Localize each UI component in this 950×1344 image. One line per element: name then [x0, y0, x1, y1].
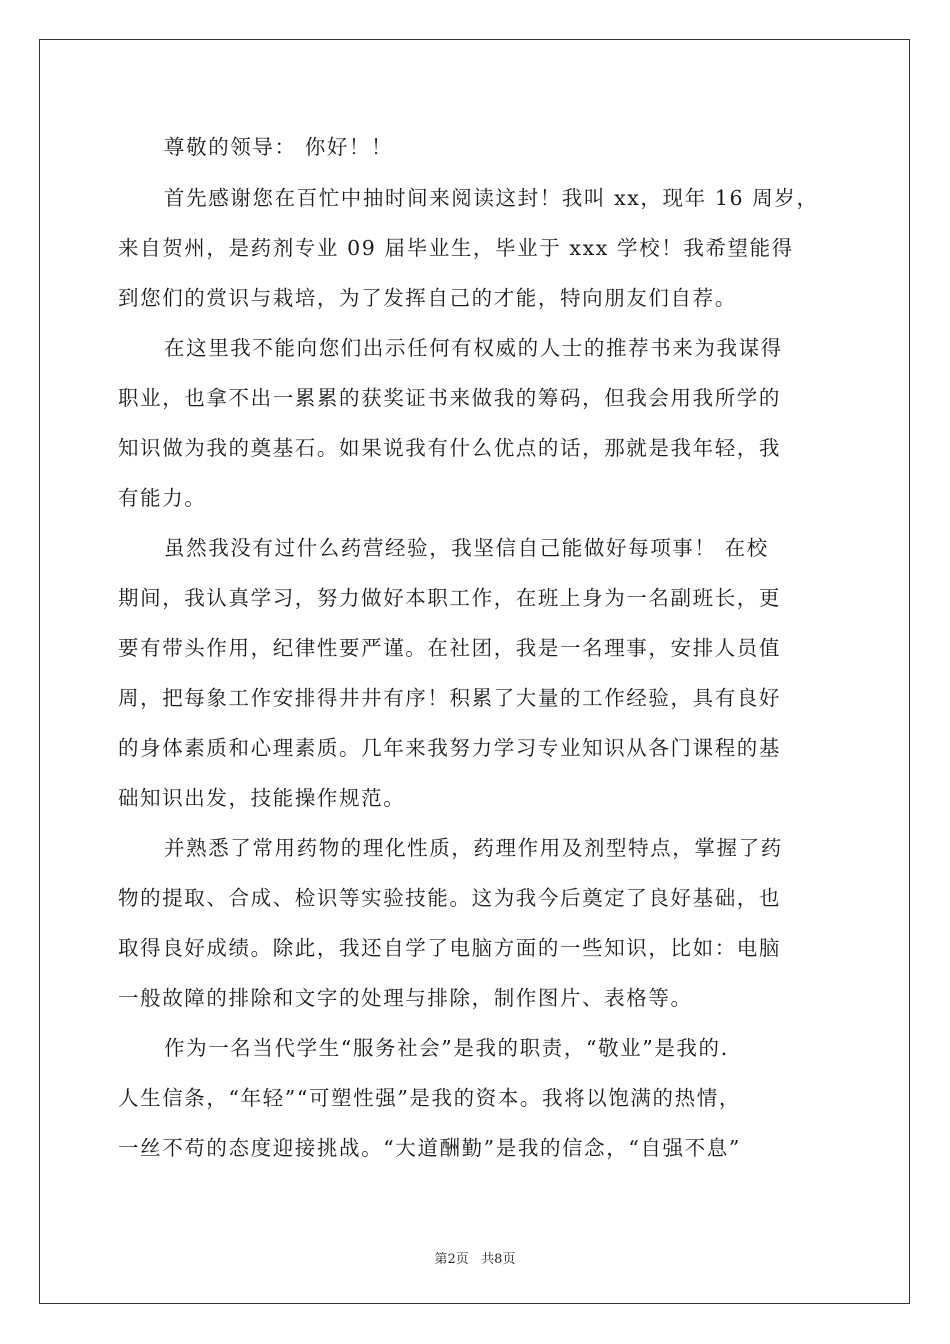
page-border — [39, 39, 910, 1304]
paragraph-3-line-6: 础知识出发，技能操作规范。 — [118, 786, 406, 810]
salutation-line: 尊敬的领导： 你好！！ — [164, 135, 394, 159]
paragraph-5-line-3: 一丝不苟的态度迎接挑战。“大道酬勤”是我的信念，“自强不息” — [118, 1136, 741, 1160]
paragraph-3-line-4: 周，把每象工作安排得井井有序！积累了大量的工作经验，具有良好 — [118, 686, 781, 710]
paragraph-1-line-3: 到您们的赏识与栽培，为了发挥自己的才能，特向朋友们自荐。 — [118, 286, 737, 310]
paragraph-5-line-2: 人生信条，“年轻”“可塑性强”是我的资本。我将以饱满的热情， — [118, 1086, 741, 1110]
paragraph-4-line-3: 取得良好成绩。除此，我还自学了电脑方面的一些知识，比如：电脑 — [118, 936, 781, 960]
paragraph-2-line-4: 有能力。 — [118, 486, 207, 510]
paragraph-3-line-1: 虽然我没有过什么药营经验，我坚信自己能做好每项事！ 在校 — [164, 536, 769, 560]
paragraph-4-line-4: 一般故障的排除和文字的处理与排除，制作图片、表格等。 — [118, 986, 693, 1010]
paragraph-1-line-1: 首先感谢您在百忙中抽时间来阅读这封！我叫 xx，现年 16 周岁， — [164, 186, 819, 210]
paragraph-4-line-2: 物的提取、合成、检识等实验技能。这为我今后奠定了良好基础，也 — [118, 886, 781, 910]
paragraph-3-line-3: 要有带头作用，纪律性要严谨。在社团，我是一名理事，安排人员值 — [118, 636, 781, 660]
paragraph-2-line-2: 职业，也拿不出一累累的获奖证书来做我的筹码，但我会用我所学的 — [118, 386, 781, 410]
paragraph-4-line-1: 并熟悉了常用药物的理化性质，药理作用及剂型特点，掌握了药 — [164, 836, 783, 860]
paragraph-3-line-5: 的身体素质和心理素质。几年来我努力学习专业知识从各门课程的基 — [118, 736, 781, 760]
page-footer: 第2页 共8页 — [434, 1252, 516, 1267]
paragraph-5-line-1: 作为一名当代学生“服务社会”是我的职责，“敬业”是我的. — [164, 1036, 729, 1060]
paragraph-1-line-2: 来自贺州，是药剂专业 09 届毕业生，毕业于 xxx 学校！我希望能得 — [118, 236, 794, 260]
paragraph-2-line-1: 在这里我不能向您们出示任何有权威的人士的推荐书来为我谋得 — [164, 336, 783, 360]
paragraph-2-line-3: 知识做为我的奠基石。如果说我有什么优点的话，那就是我年轻，我 — [118, 436, 781, 460]
paragraph-3-line-2: 期间，我认真学习，努力做好本职工作，在班上身为一名副班长，更 — [118, 586, 781, 610]
